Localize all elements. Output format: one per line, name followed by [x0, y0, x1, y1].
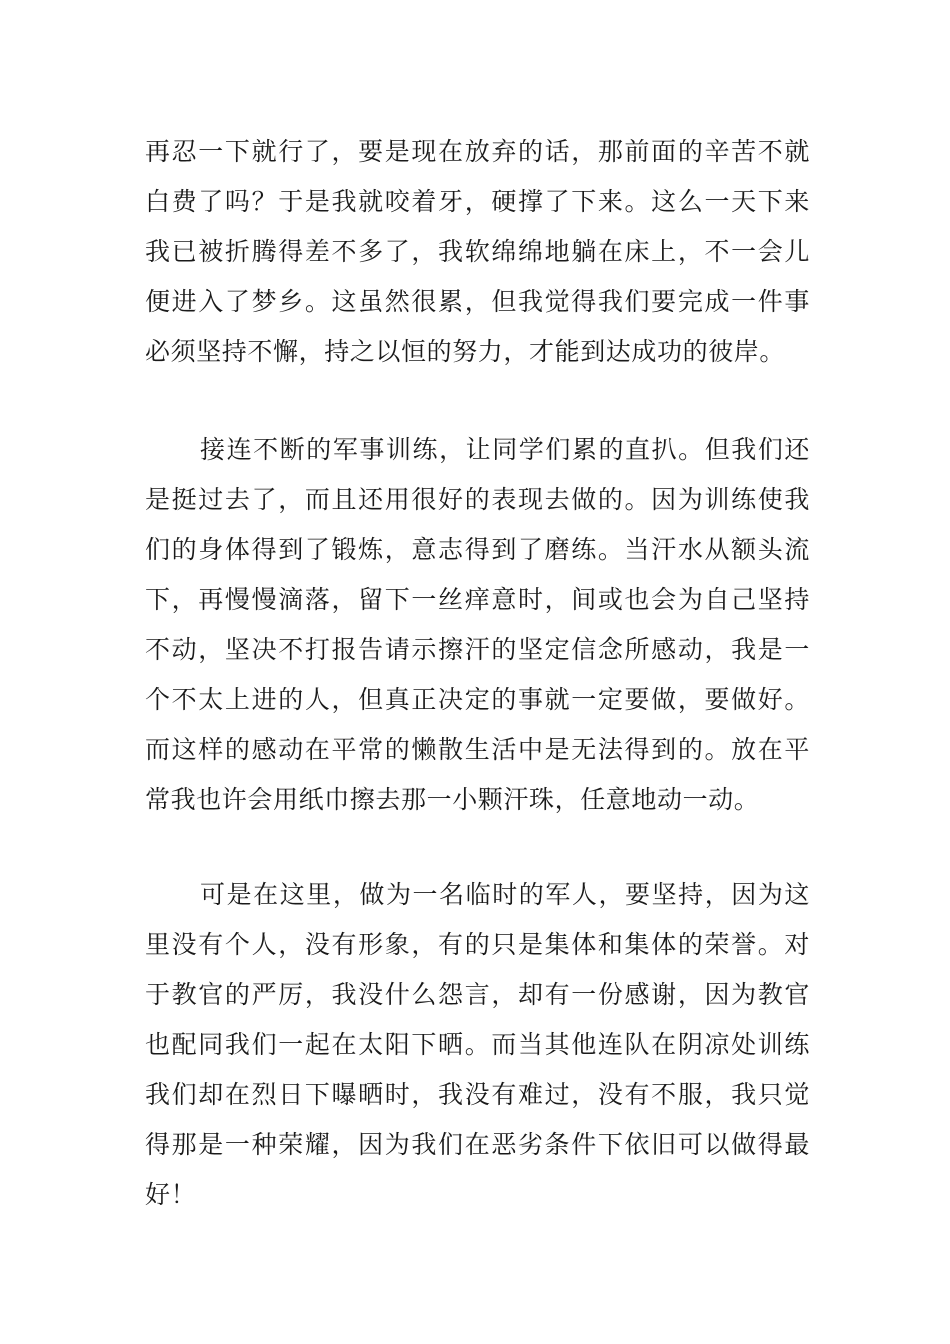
paragraph-3: 可是在这里，做为一名临时的军人，要坚持，因为这里没有个人，没有形象，有的只是集体和集体的荣誉。对于教官的严厉，我没什么怨言，却有一份感谢，因为教官也配同我们一起在太阳下晒。而当其他连队在阴凉处训练我们却在烈日下曝晒时，我没有难过，没有不服，我只觉得那是一种荣耀，因为我们在恶劣条件下依旧可以做得最好！ — [145, 880, 810, 1209]
paragraph-1: 再忍一下就行了，要是现在放弃的话，那前面的辛苦不就白费了吗？于是我就咬着牙，硬撑了下来。这么一天下来我已被折腾得差不多了，我软绵绵地躺在床上，不一会儿便进入了梦乡。这虽然很累，但我觉得我们要完成一件事必须坚持不懈，持之以恒的努力，才能到达成功的彼岸。 — [145, 137, 810, 366]
paragraph-2: 接连不断的军事训练，让同学们累的直扒。但我们还是挺过去了，而且还用很好的表现去做的。因为训练使我们的身体得到了锻炼，意志得到了磨练。当汗水从额头流下，再慢慢滴落，留下一丝痒意时，间或也会为自己坚持不动，坚决不打报告请示擦汗的坚定信念所感动，我是一个不太上进的人，但真正决定的事就一定要做，要做好。而这样的感动在平常的懒散生活中是无法得到的。放在平常我也许会用纸巾擦去那一小颗汗珠，任意地动一动。 — [145, 435, 810, 814]
